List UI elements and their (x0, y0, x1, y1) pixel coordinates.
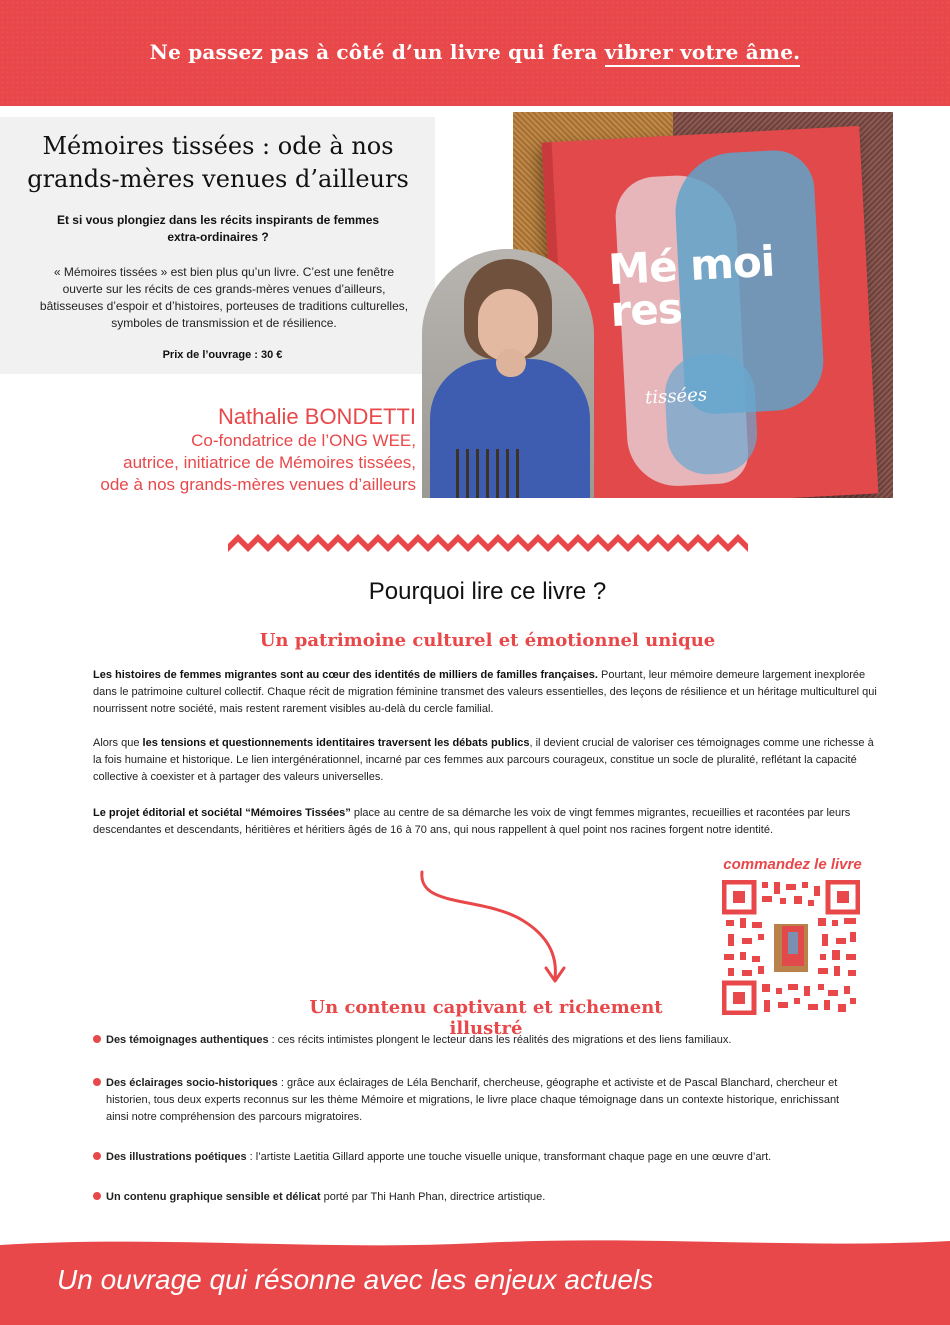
section-title-content: Un contenu captivant et richement illustré (309, 997, 663, 1039)
paragraph-tensions (93, 735, 883, 786)
zigzag-divider (228, 530, 748, 556)
list-item-text: : l’artiste Laetitia Gillard apporte une touche visuelle unique, transformant chaque page en une œuvre d’art. (246, 1151, 772, 1163)
list-item (93, 1032, 863, 1052)
list-item-text: : grâce aux éclairages de Léla Bencharif, chercheuse, géographe et activiste et de Pascal Blanchard, chercheur et historien, tous deux experts reconnus sur les thème Mémoire et migrations, le livre place chaque témoignage dans un contexte historique, enrichissant ainsi notre compréhension des parcours migratoires. (106, 1077, 840, 1123)
banner-text-start: Ne passez pas à côté d’un livre qui fera (149, 40, 605, 64)
intro-question: Et si vous plongiez dans les récits inspirants de femmes extra-ordinaires ? (56, 213, 380, 244)
cover-subtitle: tissées (644, 384, 708, 409)
order-label[interactable]: commandez le livre (723, 856, 862, 873)
paragraph-heritage (93, 667, 883, 718)
intro-description: « Mémoires tissées » est bien plus qu’un livre. C’est une fenêtre ouverte sur les récits de ces grands-mères venues d’ailleurs, bâtisseuses d’espoir et d’histoires, porteuses de traditions culturelles, symboles de transmission et de résilience. (39, 265, 409, 330)
footer-tagline: Un ouvrage qui résonne avec les enjeux actuels (57, 1264, 654, 1295)
author-role-2: autrice, initiatrice de Mémoires tissées, (123, 453, 416, 472)
paragraph-text: , il devient crucial de valoriser ces témoignages comme une richesse à la fois humaine et historique. Le lien intergénérationnel, incarné par ces femmes aux parcours courageux, constitue un socle de pluralité, reflétant la capacité collective à coexister et à partager des valeurs universelles. (93, 737, 874, 783)
list-item-bold: Des témoignages authentiques (106, 1034, 269, 1046)
book-price: Prix de l’ouvrage : 30 € (162, 349, 283, 361)
paragraph-text: Alors que (93, 737, 143, 749)
paragraph-text: Pourtant, leur mémoire demeure largement inexplorée dans le patrimoine culturel collectif. Chaque récit de migration féminine transmet des valeurs essentielles, des leçons de résilience et un héritage multiculturel qui nourrissent notre société, mais restent rarement visibles au-delà du cercle familial. (93, 669, 877, 715)
list-item-bold: Des éclairages socio-historiques (106, 1077, 278, 1089)
book-title: Mémoires tissées : ode à nos grands-mères venues d’ailleurs (27, 132, 409, 193)
author-portrait (422, 249, 594, 498)
why-read-title: Pourquoi lire ce livre ? (368, 578, 607, 605)
cover-title: Mé moi res (607, 236, 776, 337)
portrait-hand (496, 349, 526, 377)
list-item-bold: Un contenu graphique sensible et délicat (106, 1191, 321, 1203)
bullet-dot-icon (93, 1152, 101, 1160)
list-item (93, 1149, 863, 1169)
paragraph-project (93, 805, 883, 839)
curved-arrow-icon (412, 868, 572, 988)
section-title-heritage: Un patrimoine culturel et émotionnel unique (259, 630, 716, 651)
list-item (93, 1075, 863, 1130)
paragraph-bold: Les histoires de femmes migrantes sont au cœur des identités de milliers de familles françaises. (93, 669, 598, 681)
banner-tagline (0, 40, 950, 64)
brush-stroke (663, 352, 759, 477)
author-info (30, 403, 416, 496)
bullet-dot-icon (93, 1035, 101, 1043)
list-item-bold: Des illustrations poétiques (106, 1151, 247, 1163)
author-name: Nathalie BONDETTI (217, 404, 416, 429)
banner-emphasis: vibrer votre âme. (605, 40, 801, 67)
author-role-3: ode à nos grands-mères venues d’ailleurs (100, 475, 416, 494)
bullet-dot-icon (93, 1192, 101, 1200)
bullet-dot-icon (93, 1078, 101, 1086)
list-item (93, 1189, 863, 1209)
portrait-chair (456, 449, 526, 498)
list-item-text: : ces récits intimistes plongent le lecteur dans les réalités des migrations et des liens familiaux. (268, 1034, 732, 1046)
qr-code-icon[interactable] (722, 880, 860, 1015)
paragraph-text: place au centre de sa démarche les voix de vingt femmes migrantes, recueillies et racontées par leurs descendantes et descendants, héritières et héritiers âgés de 16 à 70 ans, qui nous rappellent à quel point nos racines forgent notre identité. (93, 807, 851, 836)
paragraph-bold: Le projet éditorial et sociétal “Mémoires Tissées” (93, 807, 351, 819)
list-item-text: porté par Thi Hanh Phan, directrice artistique. (320, 1191, 546, 1203)
paragraph-bold: les tensions et questionnements identitaires traversent les débats publics (142, 737, 530, 749)
author-role-1: Co-fondatrice de l’ONG WEE, (191, 431, 416, 450)
